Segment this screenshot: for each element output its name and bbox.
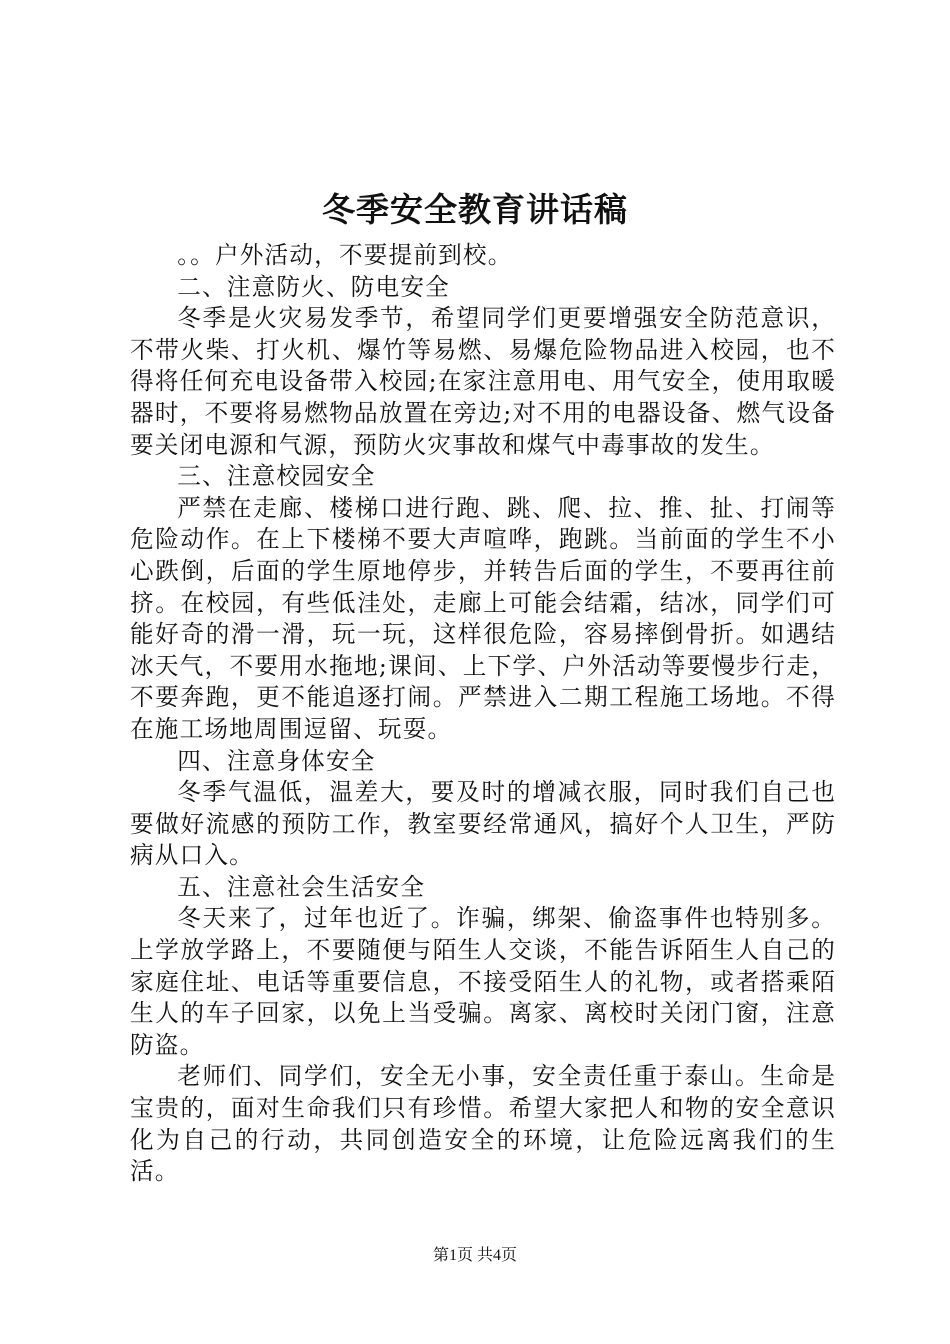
paragraph: 严禁在走廊、楼梯口进行跑、跳、爬、拉、推、扯、打闹等危险动作。在上下楼梯不要大声喧哗，跑跳。当前面的学生不小心跌倒，后面的学生原地停步，并转告后面的学生，不要再往前挤。在校园，有些低洼处，走廊上可能会结霜，结冰，同学们可能好奇的滑一滑，玩一玩，这样很危险，容易摔倒骨折。如遇结冰天气，不要用水拖地;课间、上下学、户外活动等要慢步行走，不要奔跑，更不能追逐打闹。严禁进入二期工程施工场地。不得在施工场地周围逗留、玩耍。 [130,493,836,743]
section-heading: 三、注意校园安全 [177,462,376,491]
paragraph: 冬季气温低，温差大，要及时的增减衣服，同时我们自己也要做好流感的预防工作，教室要经常通风，搞好个人卫生，严防病从口入。 [130,778,836,870]
document-body [130,240,836,1188]
paragraph: 老师们、同学们，安全无小事，安全责任重于泰山。生命是宝贵的，面对生命我们只有珍惜。希望大家把人和物的安全意识化为自己的行动，共同创造安全的环境，让危险远离我们的生活。 [130,1062,836,1186]
paragraph: 冬季是火灾易发季节，希望同学们更要增强安全防范意识，不带火柴、打火机、爆竹等易燃、易爆危险物品进入校园，也不得将任何充电设备带入校园;在家注意用电、用气安全，使用取暖器时，不要将易燃物品放置在旁边;对不用的电器设备、燃气设备要关闭电源和气源，预防火灾事故和煤气中毒事故的发生。 [130,304,836,459]
section-heading: 五、注意社会生活安全 [177,872,426,901]
page-footer: 第1页 共4页 [432,1247,517,1264]
page-title: 冬季安全教育讲话稿 [322,190,628,229]
section-heading: 二、注意防火、防电安全 [177,272,450,301]
paragraph: 。。户外活动，不要提前到校。 [177,241,513,269]
paragraph: 冬天来了，过年也近了。诈骗，绑架、偷盗事件也特别多。上学放学路上，不要随便与陌生人交谈，不能告诉陌生人自己的家庭住址、电话等重要信息，不接受陌生人的礼物，或者搭乘陌生人的车子回家，以免上当受骗。离家、离校时关闭门窗，注意防盗。 [130,904,836,1059]
section-heading: 四、注意身体安全 [177,746,376,775]
